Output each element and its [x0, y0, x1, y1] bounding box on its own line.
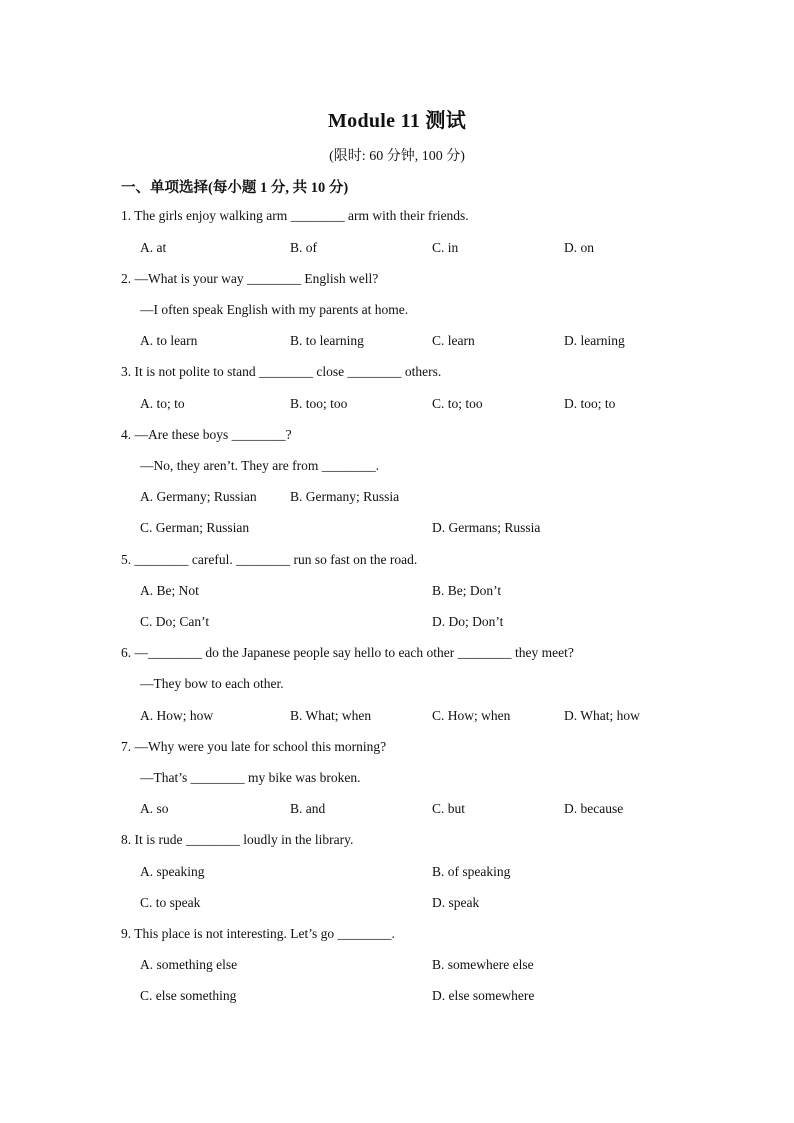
question-3-option-b: B. too; too	[290, 396, 348, 411]
question-4-reply: —No, they aren’t. They are from ________.	[140, 458, 380, 473]
question-2-option-a: A. to learn	[140, 333, 198, 348]
question-9-option-d: D. else somewhere	[432, 988, 535, 1003]
question-7-stem: 7. —Why were you late for school this morning?	[121, 739, 387, 754]
question-7-option-d: D. because	[564, 801, 624, 816]
question-1-option-c: C. in	[432, 240, 459, 255]
question-1-option-d: D. on	[564, 240, 594, 255]
question-4-option-d: D. Germans; Russia	[432, 520, 541, 535]
question-2-stem: 2. —What is your way ________ English well?	[121, 271, 379, 286]
question-8-option-d: D. speak	[432, 895, 480, 910]
question-4-option-b: B. Germany; Russia	[290, 489, 400, 504]
question-7-option-c: C. but	[432, 801, 466, 816]
question-1-option-a: A. at	[140, 240, 167, 255]
question-5-option-a: A. Be; Not	[140, 583, 199, 598]
question-4-option-c: C. German; Russian	[140, 520, 250, 535]
question-1-stem: 1. The girls enjoy walking arm ________ arm with their friends.	[121, 208, 469, 223]
question-2-reply: —I often speak English with my parents at home.	[140, 302, 409, 317]
question-7-option-a: A. so	[140, 801, 169, 816]
question-3-option-d: D. too; to	[564, 396, 616, 411]
question-2-option-c: C. learn	[432, 333, 475, 348]
question-3-option-c: C. to; too	[432, 396, 483, 411]
question-8-stem: 8. It is rude ________ loudly in the library.	[121, 832, 354, 847]
question-1-option-b: B. of	[290, 240, 317, 255]
question-9-option-a: A. something else	[140, 957, 238, 972]
question-6-option-a: A. How; how	[140, 708, 214, 723]
section-heading: 一、单项选择(每小题 1 分, 共 10 分)	[121, 180, 349, 196]
question-5-option-c: C. Do; Can’t	[140, 614, 210, 629]
question-5-stem: 5. ________ careful. ________ run so fast on the road.	[121, 552, 418, 567]
question-6-option-b: B. What; when	[290, 708, 372, 723]
question-2-option-b: B. to learning	[290, 333, 364, 348]
question-5-option-b: B. Be; Don’t	[432, 583, 502, 598]
page-subtitle: (限时: 60 分钟, 100 分)	[329, 149, 465, 164]
question-9-stem: 9. This place is not interesting. Let’s go ________.	[121, 926, 395, 941]
page-title: Module 11 测试	[327, 110, 467, 132]
question-8-option-c: C. to speak	[140, 895, 201, 910]
question-3-stem: 3. It is not polite to stand ________ close ________ others.	[121, 364, 442, 379]
question-9-option-b: B. somewhere else	[432, 957, 534, 972]
question-6-option-c: C. How; when	[432, 708, 511, 723]
question-6-stem: 6. —________ do the Japanese people say hello to each other ________ they meet?	[121, 645, 574, 660]
question-4-option-a: A. Germany; Russian	[140, 489, 257, 504]
question-7-option-b: B. and	[290, 801, 326, 816]
question-5-option-d: D. Do; Don’t	[432, 614, 504, 629]
question-2-option-d: D. learning	[564, 333, 625, 348]
question-6-reply: —They bow to each other.	[140, 676, 284, 691]
question-3-option-a: A. to; to	[140, 396, 185, 411]
question-8-option-a: A. speaking	[140, 864, 205, 879]
question-4-stem: 4. —Are these boys ________?	[121, 427, 292, 442]
question-8-option-b: B. of speaking	[432, 864, 511, 879]
question-7-reply: —That’s ________ my bike was broken.	[140, 770, 361, 785]
question-9-option-c: C. else something	[140, 988, 237, 1003]
question-6-option-d: D. What; how	[564, 708, 640, 723]
